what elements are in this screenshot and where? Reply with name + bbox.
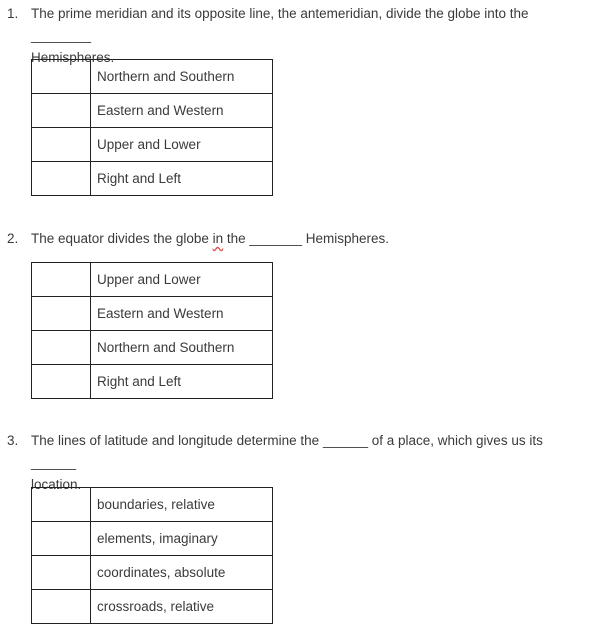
answer-checkbox-cell[interactable]: [32, 297, 91, 331]
question-text-line: The lines of latitude and longitude determine the ______ of a place, which gives us its ______: [31, 433, 543, 470]
answer-table: [31, 487, 273, 624]
answer-row[interactable]: [32, 488, 273, 522]
answer-option[interactable]: Northern and Southern: [91, 60, 273, 94]
question-text-part: The equator divides the globe: [31, 231, 213, 246]
answer-option[interactable]: Eastern and Western: [91, 94, 273, 128]
answer-row[interactable]: [32, 162, 273, 196]
answer-checkbox-cell[interactable]: [32, 556, 91, 590]
answer-option[interactable]: elements, imaginary: [91, 522, 273, 556]
answer-row[interactable]: [32, 522, 273, 556]
answer-row[interactable]: [32, 590, 273, 624]
answer-row[interactable]: [32, 556, 273, 590]
answer-option[interactable]: Northern and Southern: [91, 331, 273, 365]
answer-row[interactable]: [32, 263, 273, 297]
answer-checkbox-cell[interactable]: [32, 331, 91, 365]
answer-option[interactable]: Eastern and Western: [91, 297, 273, 331]
answer-option[interactable]: Upper and Lower: [91, 128, 273, 162]
answer-row[interactable]: [32, 94, 273, 128]
answer-row[interactable]: [32, 297, 273, 331]
answer-option[interactable]: Right and Left: [91, 365, 273, 399]
answer-checkbox-cell[interactable]: [32, 590, 91, 624]
question-text: [31, 228, 591, 250]
answer-row[interactable]: [32, 331, 273, 365]
question-number: 2.: [7, 231, 19, 246]
spellcheck-flagged-word: in: [212, 231, 224, 246]
question-text-line: The prime meridian and its opposite line, the antemeridian, divide the globe into the ________: [31, 6, 529, 43]
answer-option[interactable]: crossroads, relative: [91, 590, 273, 624]
answer-checkbox-cell[interactable]: [32, 365, 91, 399]
answer-option[interactable]: Upper and Lower: [91, 263, 273, 297]
question-text-part: the _______ Hemispheres.: [223, 231, 389, 246]
question-number: 3.: [7, 433, 19, 448]
answer-checkbox-cell[interactable]: [32, 522, 91, 556]
answer-checkbox-cell[interactable]: [32, 488, 91, 522]
answer-option[interactable]: boundaries, relative: [91, 488, 273, 522]
answer-option[interactable]: Right and Left: [91, 162, 273, 196]
answer-row[interactable]: [32, 60, 273, 94]
question-text-line: Hemispheres.: [31, 50, 115, 65]
answer-checkbox-cell[interactable]: [32, 60, 91, 94]
answer-table: [31, 59, 273, 196]
answer-checkbox-cell[interactable]: [32, 162, 91, 196]
answer-checkbox-cell[interactable]: [32, 128, 91, 162]
answer-checkbox-cell[interactable]: [32, 94, 91, 128]
answer-row[interactable]: [32, 365, 273, 399]
question-text-line: location.: [31, 477, 82, 492]
answer-row[interactable]: [32, 128, 273, 162]
answer-checkbox-cell[interactable]: [32, 263, 91, 297]
answer-option[interactable]: coordinates, absolute: [91, 556, 273, 590]
question-number: 1.: [7, 6, 19, 21]
answer-table: [31, 262, 273, 399]
